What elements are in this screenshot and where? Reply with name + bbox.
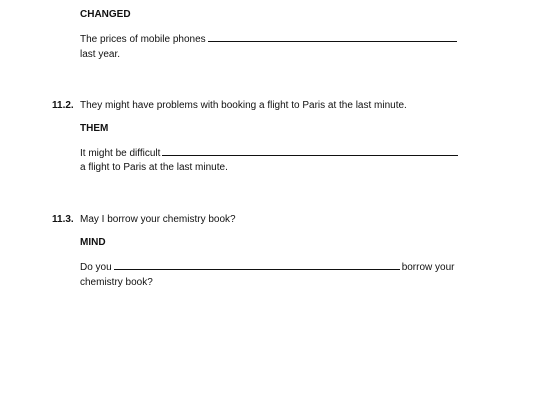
keyword-them: THEM: [80, 123, 109, 134]
answer-blank-11-3[interactable]: [114, 260, 400, 270]
item-sentence-11-2: They might have problems with booking a flight to Paris at the last minute.: [80, 100, 407, 111]
item-number-11-3: 11.3.: [52, 214, 74, 225]
item-sentence-11-3: May I borrow your chemistry book?: [80, 214, 236, 225]
keyword-mind: MIND: [80, 237, 106, 248]
answer-blank-top[interactable]: [208, 32, 457, 42]
answer-suffix-11-3: borrow your: [401, 262, 455, 273]
answer-prefix-11-3: Do you: [80, 262, 112, 273]
answer-blank-11-2[interactable]: [162, 146, 458, 156]
answer-prefix-11-2: It might be difficult: [80, 148, 161, 159]
answer-prefix-top: The prices of mobile phones: [80, 34, 206, 45]
keyword-changed: CHANGED: [80, 9, 131, 20]
answer-continuation-11-3: chemistry book?: [80, 277, 153, 288]
answer-line-11-3: [80, 260, 455, 274]
answer-continuation-11-2: a flight to Paris at the last minute.: [80, 162, 228, 173]
answer-line-top: [80, 32, 459, 46]
answer-continuation-top: last year.: [80, 49, 121, 60]
answer-line-11-2: [80, 146, 460, 160]
item-number-11-2: 11.2.: [52, 100, 74, 111]
